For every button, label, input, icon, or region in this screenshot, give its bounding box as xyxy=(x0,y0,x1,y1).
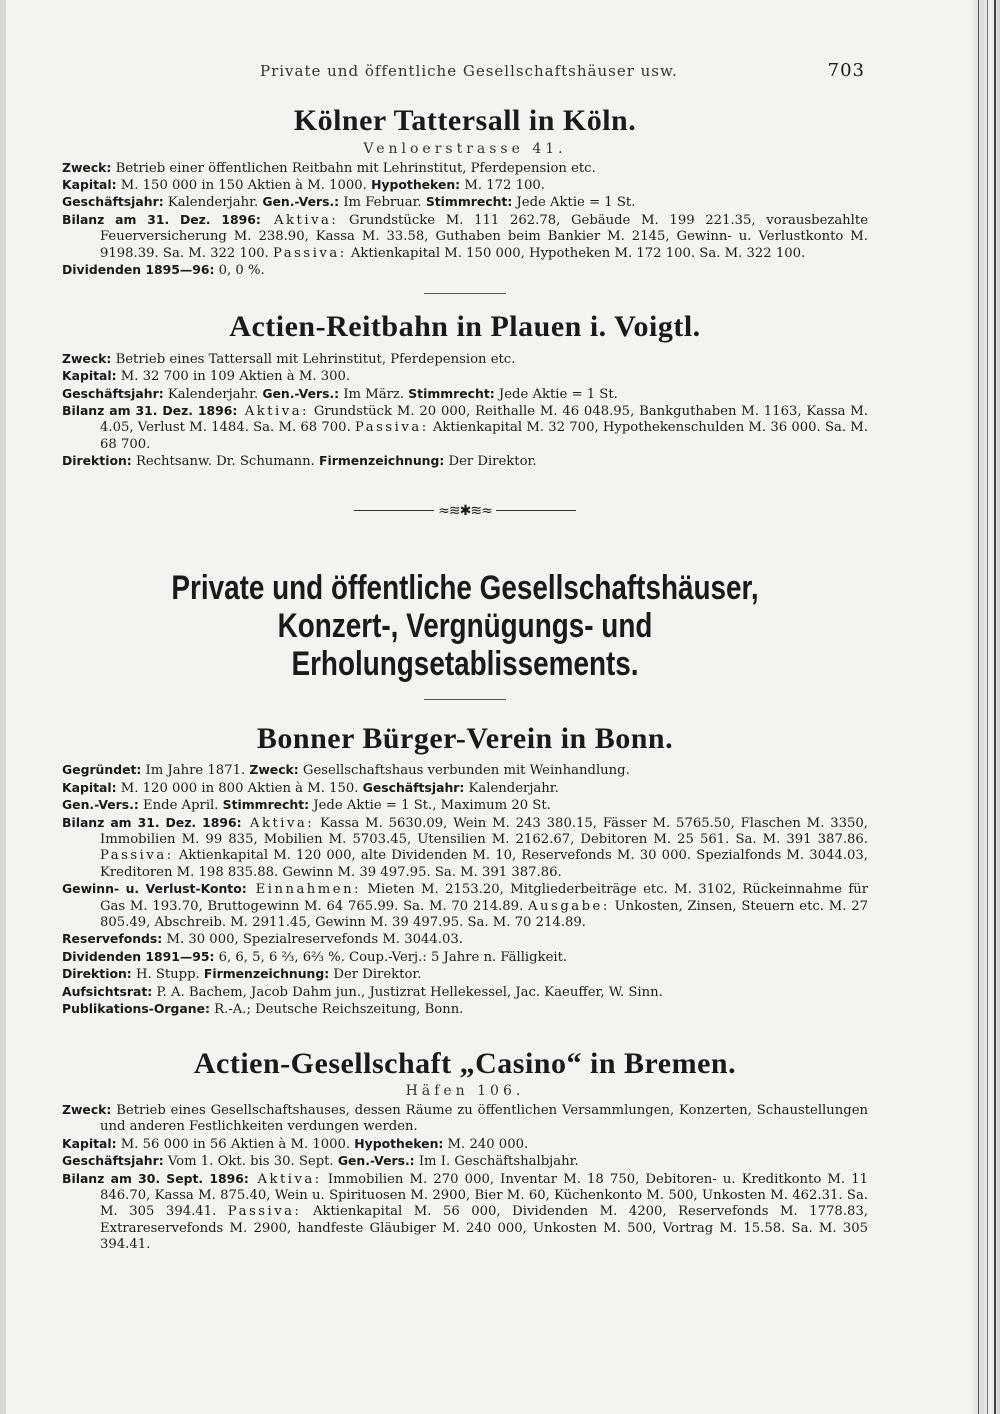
field-value: M. 120 000 in 800 Aktien à M. 150. xyxy=(116,780,363,796)
detail-line xyxy=(62,966,868,983)
field-key: Direktion: xyxy=(62,966,132,982)
spaced-label: Einnahmen: xyxy=(246,882,362,898)
detail-line xyxy=(62,797,868,814)
detail-line xyxy=(62,881,868,931)
field-value: Betrieb eines Gesellschaftshauses, dessen Räume zu öffentlichen Versammlungen, Konzerten, Schaustellungen und anderen Festlichkeiten verdungen werden. xyxy=(100,1103,868,1135)
field-key: Kapital: xyxy=(62,176,117,192)
field-key: Bilanz am 31. Dez. 1896: xyxy=(62,403,238,419)
company-entry-actien-reitbahn-plauen xyxy=(62,310,868,470)
detail-line xyxy=(62,177,868,194)
field-key: Reservefonds: xyxy=(62,931,163,947)
field-key: Stimmrecht: xyxy=(408,385,495,401)
spaced-label: Aktiva: xyxy=(248,1171,322,1187)
company-entry-casino-bremen xyxy=(62,1047,868,1254)
field-value: R.-A.; Deutsche Reichszeitung, Bonn. xyxy=(209,1002,464,1018)
page-number: 703 xyxy=(827,60,865,81)
detail-line xyxy=(62,368,868,385)
field-key: Gewinn- u. Verlust-Konto: xyxy=(62,881,247,897)
company-details xyxy=(62,351,868,471)
field-value: Unkosten, Zinsen, Steuern etc. M. 27 805.49, Abschreib. M. 2911.45, Gewinn M. 39 497.95. Sa. M. 70 214.89. xyxy=(100,898,868,931)
field-key: Direktion: xyxy=(62,453,132,469)
detail-line xyxy=(62,1001,868,1018)
field-value: Ende April. xyxy=(138,798,223,814)
section-ornament xyxy=(62,503,868,519)
company-details xyxy=(62,1102,868,1254)
field-key: Firmenzeichnung: xyxy=(203,966,330,982)
field-value: 6, 6, 5, 6 ⅔, 6⅔ %. Coup.-Verj.: 5 Jahre n. Fälligkeit. xyxy=(214,949,568,965)
running-title: Private und öffentliche Gesellschaftshäuser usw. xyxy=(260,62,678,80)
detail-line xyxy=(62,815,868,882)
field-key: Zweck: xyxy=(62,350,112,366)
spaced-label: Aktiva: xyxy=(260,212,339,228)
field-value: H. Stupp. xyxy=(131,967,204,983)
field-key: Publikations-Organe: xyxy=(62,1001,210,1017)
field-value: M. 172 100. xyxy=(460,177,545,193)
field-value: M. 56 000 in 56 Aktien à M. 1000. xyxy=(116,1136,355,1152)
detail-line xyxy=(62,1102,868,1136)
page-right-edge xyxy=(970,0,1000,1414)
field-key: Firmenzeichnung: xyxy=(319,453,445,469)
field-key: Zweck: xyxy=(62,1102,112,1118)
detail-line xyxy=(62,194,868,211)
detail-line xyxy=(62,984,868,1001)
company-title: Kölner Tattersall in Köln. xyxy=(293,104,637,137)
detail-line xyxy=(62,212,868,262)
field-value: Im Jahre 1871. xyxy=(141,763,250,779)
field-value: Grundstück M. 20 000, Reithalle M. 46 048.95, Bankguthaben M. 1163, Kassa M. 4.05, Verlust M. 1484. Sa. M. 68 700. xyxy=(100,404,868,436)
field-value: Jede Aktie = 1 St. xyxy=(494,386,618,402)
company-details xyxy=(62,762,868,1018)
field-key: Bilanz am 31. Dez. 1896: xyxy=(62,814,242,830)
page-content xyxy=(62,104,868,1254)
field-value: Betrieb einer öffentlichen Reitbahn mit Lehrinstitut, Pferdepension etc. xyxy=(111,160,596,176)
field-key: Bilanz am 30. Sept. 1896: xyxy=(62,1170,249,1186)
field-value: Grundstücke M. 111 262.78, Gebäude M. 199 221.35, vorausbezahlte Feuerversicherung M. 238.90, Kassa M. 33.58, Guthaben beim Bankier M. 2145, Gewinn- u. Verlustkonto M. 9198.39. Sa. M. 322 100. xyxy=(100,212,868,261)
field-value: Im Februar. xyxy=(339,195,426,211)
field-key: Zweck: xyxy=(62,159,112,175)
detail-line xyxy=(62,1153,868,1170)
field-key: Gen.-Vers.: xyxy=(262,385,340,401)
divider xyxy=(424,699,506,700)
field-key: Kapital: xyxy=(62,779,117,795)
spaced-label: Passiva: xyxy=(273,245,347,261)
detail-line xyxy=(62,160,868,177)
field-value: Aktienkapital M. 32 700, Hypothekenschulden M. 36 000. Sa. M. 68 700. xyxy=(100,420,868,452)
company-title: Actien-Gesellschaft „Casino“ in Bremen. xyxy=(193,1046,737,1080)
company-address: Venloerstrasse 41. xyxy=(363,140,567,157)
spaced-label: Ausgabe: xyxy=(528,898,610,914)
field-value: Aktienkapital M. 150 000, Hypotheken M. 172 100. Sa. M. 322 100. xyxy=(346,245,806,261)
field-value: Jede Aktie = 1 St., Maximum 20 St. xyxy=(309,798,551,814)
field-key: Gegründet: xyxy=(62,762,142,778)
field-key: Dividenden 1891—95: xyxy=(62,948,215,964)
field-key: Dividenden 1895—96: xyxy=(62,261,215,277)
detail-line xyxy=(62,403,868,453)
field-key: Zweck: xyxy=(249,762,299,778)
field-key: Hypotheken: xyxy=(371,176,461,192)
field-value: 0, 0 %. xyxy=(214,262,265,278)
spaced-label: Aktiva: xyxy=(241,815,315,831)
company-entry-koelner-tattersall xyxy=(62,104,868,279)
field-value: Aktienkapital M. 120 000, alte Dividenden M. 10, Reservefonds M. 30 000. Spezialfonds M. 3044.03, Kreditoren M. 198 835.88. Gewinn M. 39 497.95. Sa. M. 391 387.86. xyxy=(100,848,868,880)
field-value: Kalenderjahr. xyxy=(464,780,559,796)
field-value: M. 32 700 in 109 Aktien à M. 300. xyxy=(116,369,351,385)
field-key: Kapital: xyxy=(62,368,117,384)
field-value: Mieten M. 2153.20, Mitgliederbeiträge etc. M. 3102, Rückeinnahme für Gas M. 193.70, Bruttogewinn M. 64 765.99. Sa. M. 70 214.89. xyxy=(100,882,868,914)
spaced-label: Passiva: xyxy=(227,1204,302,1220)
field-value: Der Direktor. xyxy=(329,967,422,983)
detail-line xyxy=(62,762,868,779)
page-header xyxy=(260,62,865,84)
page-left-edge xyxy=(0,0,6,1414)
field-key: Aufsichtsrat: xyxy=(62,983,153,999)
field-value: M. 240 000. xyxy=(443,1136,529,1152)
section-heading: Private und öffentliche Gesellschaftshäuser, Konzert-, Vergnügungs- und Erholungsetablissements. xyxy=(171,568,759,683)
field-key: Gen.-Vers.: xyxy=(62,797,139,813)
ornament-glyph: ≈≋✱≋≈ xyxy=(438,502,492,519)
field-key: Geschäftsjahr: xyxy=(62,385,164,401)
field-value: Rechtsanw. Dr. Schumann. xyxy=(131,454,320,470)
field-value: M. 30 000, Spezialreservefonds M. 3044.03. xyxy=(162,932,463,948)
detail-line xyxy=(62,351,868,368)
company-title: Actien-Reitbahn in Plauen i. Voigtl. xyxy=(229,310,701,344)
field-key: Hypotheken: xyxy=(354,1135,444,1151)
field-value: M. 150 000 in 150 Aktien à M. 1000. xyxy=(116,177,372,193)
detail-line xyxy=(62,1136,868,1153)
company-entry-bonner-buerger-verein xyxy=(62,722,868,1019)
field-value: P. A. Bachem, Jacob Dahm jun., Justizrat Hellekessel, Jac. Kaeuffer, W. Sinn. xyxy=(152,984,663,1000)
field-value: Im März. xyxy=(339,386,409,402)
field-key: Gen.-Vers.: xyxy=(337,1153,415,1169)
field-key: Kapital: xyxy=(62,1135,117,1151)
detail-line xyxy=(62,453,868,470)
field-value: Jede Aktie = 1 St. xyxy=(512,195,636,211)
company-title: Bonner Bürger-Verein in Bonn. xyxy=(256,721,674,755)
detail-line xyxy=(62,386,868,403)
field-key: Gen.-Vers.: xyxy=(262,194,340,210)
company-details xyxy=(62,160,868,280)
field-key: Stimmrecht: xyxy=(222,797,310,813)
detail-line xyxy=(62,262,868,279)
spaced-label: Passiva: xyxy=(100,848,174,864)
detail-line xyxy=(62,780,868,797)
field-value: Vom 1. Okt. bis 30. Sept. xyxy=(163,1154,338,1170)
field-key: Stimmrecht: xyxy=(425,194,513,210)
detail-line xyxy=(62,931,868,948)
field-value: Immobilien M. 270 000, Inventar M. 18 750, Debitoren- u. Kreditkonto M. 11 846.70, Kassa M. 875.40, Wein u. Spirituosen M. 2900, Bier M. 60, Küchenkonto M. 500, Unkosten M. 462.31. Sa. M. 305 394.41. xyxy=(100,1171,869,1220)
company-address: Häfen 106. xyxy=(405,1083,525,1100)
field-value: Kassa M. 5630.09, Wein M. 243 380.15, Fässer M. 5765.50, Flaschen M. 3350, Immobilien M. 99 835, Mobilien M. 5703.45, Utensilien M. 2162.67, Debitoren M. 25 561. Sa. M. 391 387.86. xyxy=(100,815,869,848)
field-value: Betrieb eines Tattersall mit Lehrinstitut, Pferdepension etc. xyxy=(111,351,516,367)
detail-line xyxy=(62,949,868,966)
spaced-label: Aktiva: xyxy=(237,404,309,420)
field-value: Im I. Geschäftshalbjahr. xyxy=(414,1154,579,1170)
field-value: Aktienkapital M. 56 000, Dividenden M. 4200, Reservefonds M. 1778.83, Extrareservefonds M. 2900, handfeste Gläubiger M. 240 000, Unkosten M. 500, Vortrag M. 15.58. Sa. M. 305 394.41. xyxy=(100,1204,868,1253)
field-key: Bilanz am 31. Dez. 1896: xyxy=(62,211,261,227)
field-key: Geschäftsjahr: xyxy=(362,779,465,795)
detail-line xyxy=(62,1171,868,1254)
divider xyxy=(424,293,506,294)
field-value: Kalenderjahr. xyxy=(163,386,263,402)
field-key: Geschäftsjahr: xyxy=(62,194,164,210)
field-value: Kalenderjahr. xyxy=(163,195,263,211)
field-key: Geschäftsjahr: xyxy=(62,1153,164,1169)
field-value: Der Direktor. xyxy=(444,454,537,470)
spaced-label: Passiva: xyxy=(355,420,429,436)
field-value: Gesellschaftshaus verbunden mit Weinhandlung. xyxy=(298,763,630,779)
